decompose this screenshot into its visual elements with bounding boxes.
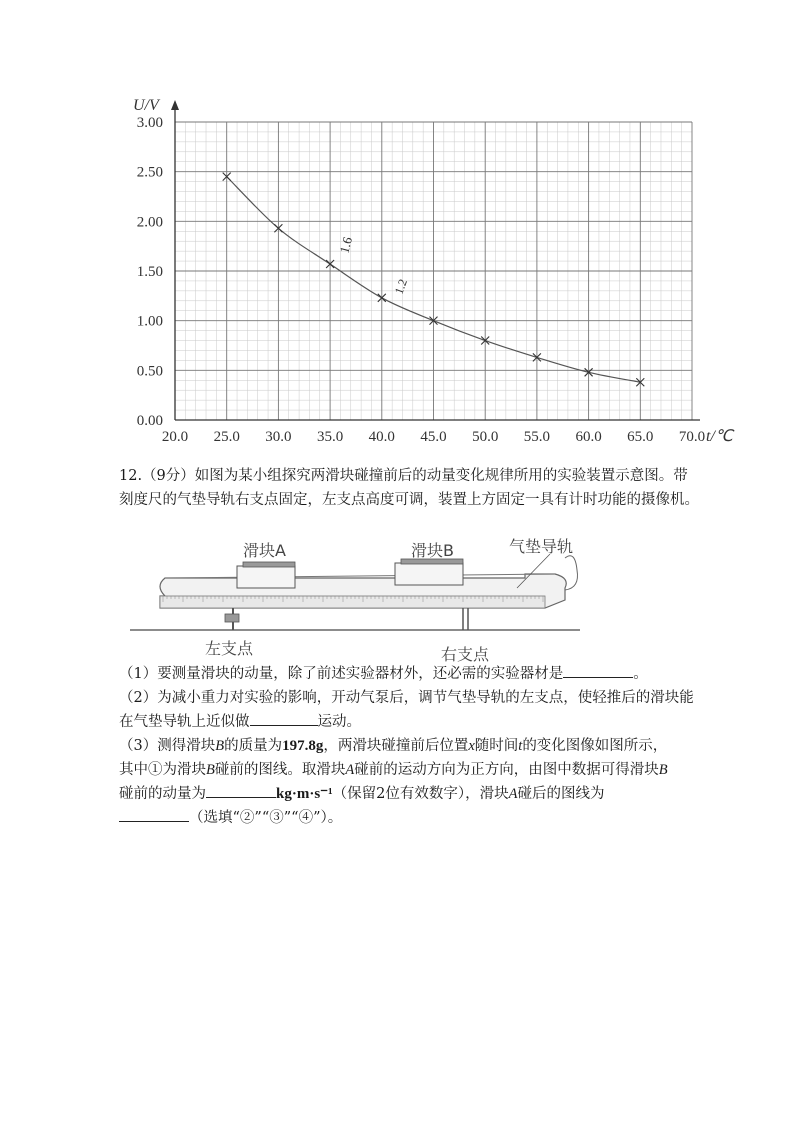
label-air-track: 气垫导轨 [509, 537, 574, 556]
y-tick-label: 2.00 [136, 214, 163, 231]
answer-blank-4[interactable] [119, 807, 189, 822]
right-support [463, 608, 468, 630]
part-2-line-2: 在气垫导轨上近似做 运动。 [119, 710, 699, 734]
y-axis-label: U/V [133, 97, 159, 114]
x-tick-label: 25.0 [213, 429, 240, 445]
part-3-line-3: 碰前的动量为 kg·m·s⁻¹（保留2位有效数字），滑块A碰后的图线为 [119, 782, 699, 806]
part-3-line-4: （选填“②”“③”“④”）。 [119, 806, 699, 830]
label-right-support: 右支点 [441, 645, 490, 664]
x-tick-labels [162, 429, 705, 445]
major-grid [175, 122, 692, 420]
answer-blank-2[interactable] [250, 711, 318, 726]
x-tick-label: 30.0 [265, 429, 292, 445]
air-track-apparatus-figure [125, 530, 585, 670]
handwritten-annotation-1: 1.6 [336, 235, 356, 255]
question-12-intro [119, 464, 699, 512]
y-tick-label: 1.50 [136, 264, 163, 280]
label-slider-a: 滑块A [243, 541, 286, 560]
y-axis-arrow [171, 100, 179, 110]
x-tick-label: 20.0 [161, 429, 189, 445]
x-tick-label: 50.0 [472, 429, 499, 445]
x-tick-label: 60.0 [575, 429, 602, 445]
y-tick-label: 0.50 [136, 363, 163, 380]
part-3-line-1: （3）测得滑块B的质量为197.8g，两滑块碰撞前后位置x随时间t的变化图像如图所示， [119, 738, 668, 754]
y-tick-label: 1.00 [136, 313, 163, 330]
answer-blank-1[interactable] [563, 663, 633, 678]
y-tick-labels [137, 115, 163, 429]
label-slider-b: 滑块B [411, 541, 454, 560]
x-tick-label: 35.0 [316, 429, 344, 445]
intro-line-2: 刻度尺的气垫导轨右支点固定，左支点高度可调，装置上方固定一具有计时功能的摄像机。 [119, 492, 699, 508]
part-3-line-2: 其中①为滑块B碰前的图线。取滑块A碰前的运动方向为正方向，由图中数据可得滑块B [119, 762, 668, 778]
x-axis-label: t/℃ [706, 428, 733, 445]
y-tick-label: 2.50 [136, 164, 163, 181]
slider-b [395, 559, 463, 585]
slider-a [237, 562, 295, 588]
answer-blank-3[interactable] [206, 783, 276, 798]
handwritten-annotation-2: 1.2 [391, 277, 410, 297]
label-left-support: 左支点 [205, 639, 254, 658]
voltage-temperature-chart [120, 84, 733, 474]
x-tick-label: 40.0 [368, 429, 395, 445]
part-2-line-1: （2）为减小重力对实验的影响，开动气泵后，调节气垫导轨的左支点，使轻推后的滑块能 [119, 690, 694, 706]
left-support [225, 608, 239, 630]
x-tick-label: 45.0 [420, 429, 447, 445]
question-12-parts [119, 662, 699, 830]
part-1: （1）要测量滑块的动量，除了前述实验器材外，还必需的实验器材是 。 [119, 662, 699, 686]
x-tick-label: 70.0 [678, 429, 706, 445]
intro-line-1: 12.（9分）如图为某小组探究两滑块碰撞前后的动量变化规律所用的实验装置示意图。带 [119, 468, 688, 484]
y-tick-label: 0.00 [136, 413, 163, 429]
x-tick-label: 65.0 [627, 429, 654, 445]
chart-axes [171, 100, 700, 420]
y-tick-label: 3.00 [136, 115, 163, 131]
x-tick-label: 55.0 [523, 429, 551, 445]
